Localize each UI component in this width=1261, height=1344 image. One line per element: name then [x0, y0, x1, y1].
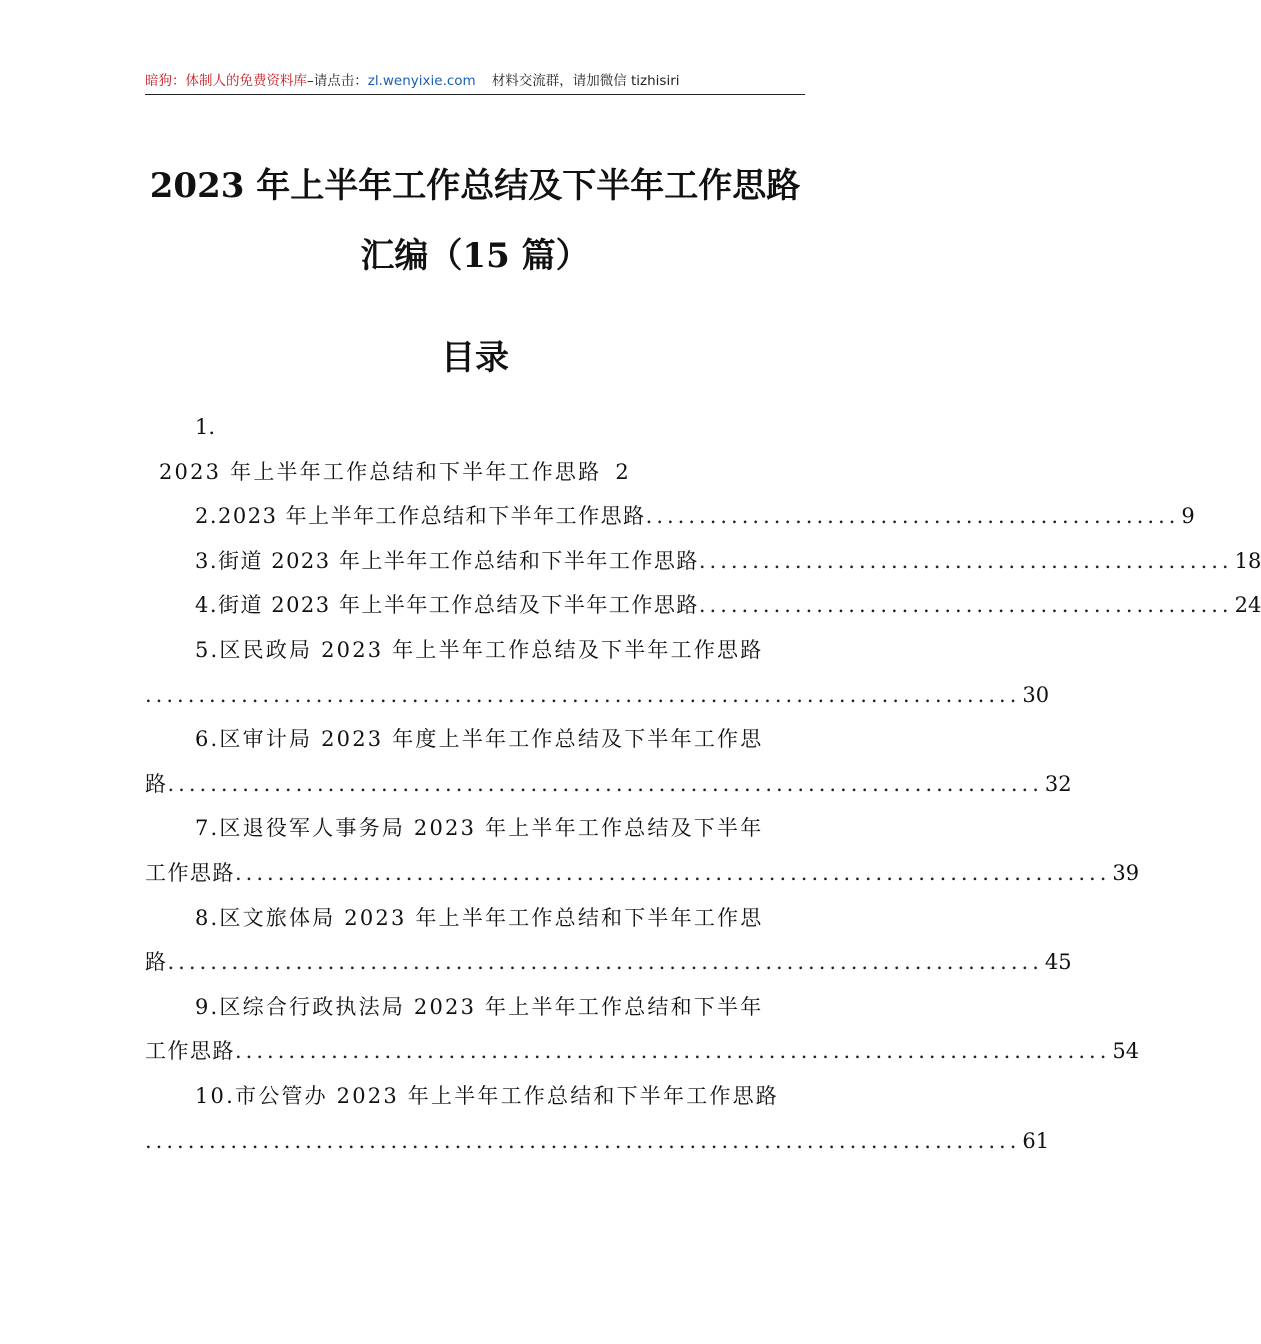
- toc-leader-dots: ..................................................................................: [235, 860, 1111, 885]
- document-title-line2: 汇编（15 篇）: [360, 236, 590, 276]
- toc-entry-2-title: 2.2023 年上半年工作总结和下半年工作思路: [195, 504, 646, 529]
- toc-entry-6[interactable]: [145, 717, 805, 762]
- toc-leader-dots: ..................................................................................: [145, 1128, 1021, 1153]
- toc-entry-9-title: 9.区综合行政执法局 2023 年上半年工作总结和下半年: [195, 994, 764, 1019]
- toc-entry-7[interactable]: [145, 806, 805, 851]
- toc-entry-10-page: 61: [1022, 1128, 1050, 1153]
- toc-entry-5-continuation[interactable]: [145, 673, 1050, 718]
- toc-entry-1-number-line[interactable]: [145, 405, 805, 450]
- toc-entry-7-page: 39: [1112, 860, 1140, 885]
- header-divider: [145, 94, 805, 95]
- toc-entry-7-continuation[interactable]: [145, 851, 1140, 896]
- toc-entry-3-page: 18: [1234, 548, 1261, 573]
- toc-entry-4-page: 24: [1234, 593, 1261, 618]
- toc-entry-5-page: 30: [1022, 682, 1050, 707]
- toc-entry-6-continuation[interactable]: [145, 762, 1072, 807]
- toc-entry-8-title: 8.区文旅体局 2023 年上半年工作总结和下半年工作思: [195, 905, 764, 930]
- header-prompt: –请点击：: [307, 73, 368, 89]
- toc-entry-1-title: 2023 年上半年工作总结和下半年工作思路: [159, 459, 602, 484]
- toc-entry-5[interactable]: [145, 628, 805, 673]
- toc-entry-6-title: 6.区审计局 2023 年度上半年工作总结及下半年工作思: [195, 727, 764, 752]
- toc-entry-4[interactable]: [145, 583, 1261, 628]
- toc-entry-8[interactable]: [145, 896, 805, 941]
- toc-entry-2[interactable]: [145, 494, 1195, 539]
- header-link[interactable]: zl.wenyixie.com: [367, 73, 476, 89]
- toc-entry-4-title: 4.街道 2023 年上半年工作总结及下半年工作思路: [195, 593, 699, 618]
- toc-entry-8-page: 45: [1044, 950, 1072, 975]
- toc-entry-8-continuation[interactable]: [145, 940, 1072, 985]
- toc-entry-9-continuation[interactable]: [145, 1029, 1140, 1074]
- toc-leader-dots: ..................................................................................: [167, 950, 1043, 975]
- toc-entry-9[interactable]: [145, 985, 805, 1030]
- toc-entry-10-continuation[interactable]: [145, 1119, 1050, 1164]
- toc-leader-dots: ..................................................: [645, 504, 1180, 529]
- toc-entry-10-title: 10.市公管办 2023 年上半年工作总结和下半年工作思路: [195, 1083, 779, 1108]
- toc-leader-dots: ..................................................: [698, 548, 1233, 573]
- toc-entry-7-title: 7.区退役军人事务局 2023 年上半年工作总结及下半年: [195, 816, 764, 841]
- toc-entry-6-title-cont: 路: [145, 771, 168, 796]
- toc-entry-8-title-cont: 路: [145, 950, 168, 975]
- toc-entry-5-title: 5.区民政局 2023 年上半年工作总结及下半年工作思路: [195, 637, 764, 662]
- toc-entry-1[interactable]: [145, 450, 805, 495]
- toc-entry-9-page: 54: [1112, 1039, 1140, 1064]
- toc-leader-dots: ..................................................................................: [167, 771, 1043, 796]
- toc-leader-dots: ..................................................................................: [235, 1039, 1111, 1064]
- toc-entry-1-number: 1.: [195, 415, 216, 439]
- toc-leader-dots: ..................................................: [698, 593, 1233, 618]
- page-header: [145, 70, 805, 92]
- header-brand: 暗狗：体制人的免费资料库: [145, 73, 307, 89]
- toc-entry-1-page: 2: [615, 459, 629, 484]
- toc-entry-3[interactable]: [145, 539, 1261, 584]
- document-title-line1: 2023 年上半年工作总结及下半年工作思路: [149, 166, 801, 206]
- toc-entry-7-title-cont: 工作思路: [145, 860, 235, 885]
- toc-entry-2-page: 9: [1181, 504, 1195, 529]
- header-contact: 材料交流群，请加微信 tizhisiri: [491, 73, 680, 89]
- table-of-contents: [145, 405, 1261, 1163]
- toc-entry-3-title: 3.街道 2023 年上半年工作总结和下半年工作思路: [195, 548, 699, 573]
- toc-entry-10[interactable]: [145, 1074, 805, 1119]
- toc-entry-9-title-cont: 工作思路: [145, 1039, 235, 1064]
- toc-leader-dots: ..................................................................................: [145, 682, 1021, 707]
- toc-heading: 目录: [441, 338, 509, 378]
- toc-entry-6-page: 32: [1044, 771, 1072, 796]
